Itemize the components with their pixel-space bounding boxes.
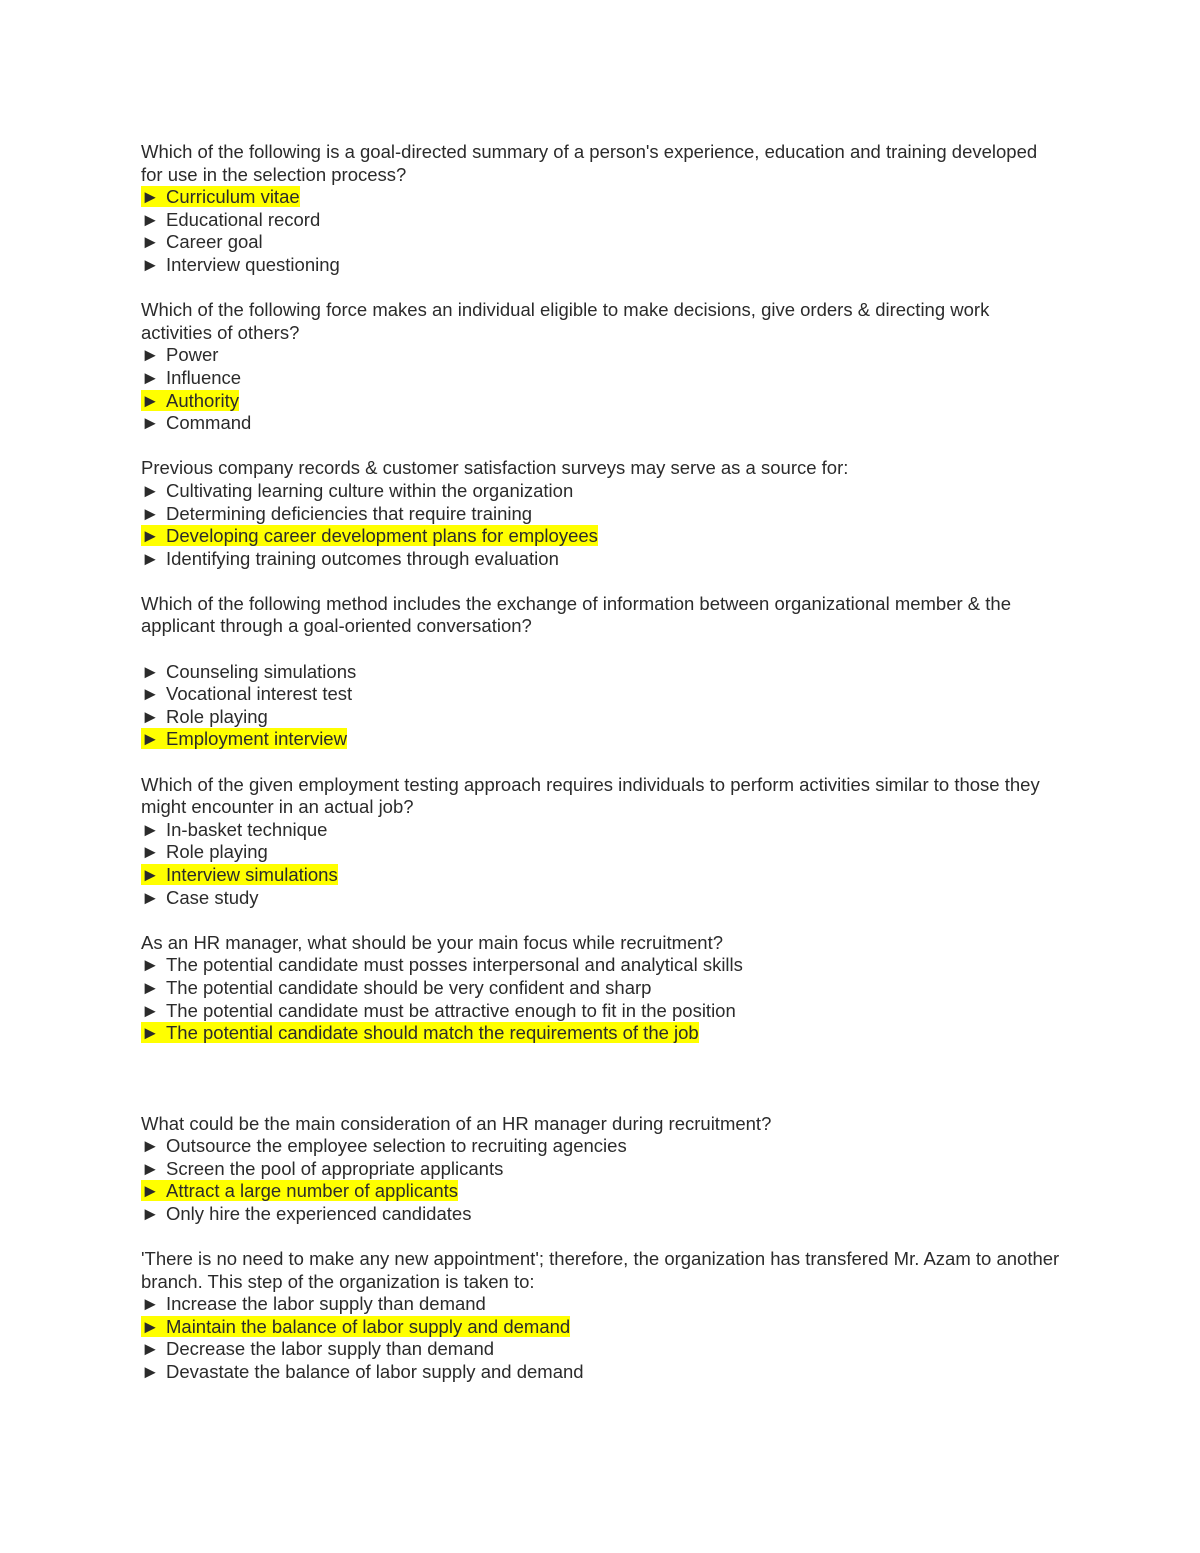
option [141,706,1061,729]
option-text: Influence [166,366,242,388]
option-text: Attract a large number of applicants [166,1180,459,1202]
question-3 [141,457,1061,570]
option-text: Maintain the balance of labor supply and demand [166,1315,571,1337]
option-correct [141,728,1061,751]
bullet-arrow-icon: ► [141,502,160,524]
option-list [141,1293,1061,1383]
option [141,954,1061,977]
option-text: Role playing [166,705,268,727]
bullet-arrow-icon: ► [141,728,160,750]
option-correct [141,390,1061,413]
option [141,977,1061,1000]
option-text: The potential candidate must posses interpersonal and analytical skills [166,954,743,976]
option-text: Interview questioning [166,253,340,275]
bullet-arrow-icon: ► [141,412,160,434]
bullet-arrow-icon: ► [141,683,160,705]
option [141,209,1061,232]
question-text: What could be the main consideration of an HR manager during recruitment? [141,1112,772,1134]
option-text: Case study [166,886,259,908]
question-8 [141,1248,1061,1384]
option [141,480,1061,503]
option-correct [141,1316,1061,1339]
option-text: Identifying training outcomes through evaluation [166,547,559,569]
option-text: Role playing [166,841,268,863]
option [141,661,1061,684]
bullet-arrow-icon: ► [141,1157,160,1179]
bullet-arrow-icon: ► [141,1180,160,1202]
option-text: Power [166,344,219,366]
bullet-arrow-icon: ► [141,660,160,682]
option [141,1158,1061,1181]
option-list [141,344,1061,434]
option [141,412,1061,435]
bullet-arrow-icon: ► [141,389,160,411]
bullet-arrow-icon: ► [141,976,160,998]
option-text: Employment interview [166,728,347,750]
bullet-arrow-icon: ► [141,1135,160,1157]
question-text: 'There is no need to make any new appointment'; therefore, the organization has transfered Mr. Azam to another branch. This step of the organization is taken to: [141,1248,1060,1292]
option-correct [141,186,1061,209]
option-text: Devastate the balance of labor supply and demand [166,1361,584,1383]
option-list [141,1135,1061,1225]
option [141,367,1061,390]
question-text: Which of the following force makes an individual eligible to make decisions, give orders & directing work activities of others? [141,299,990,343]
document-page [141,141,1061,1406]
option [141,683,1061,706]
option-text: Career goal [166,231,263,253]
question-5 [141,774,1061,910]
option-text: Educational record [166,208,321,230]
question-6 [141,932,1061,1045]
option-list [141,480,1061,570]
question-7 [141,1113,1061,1226]
bullet-arrow-icon: ► [141,864,160,885]
option-correct [141,1180,1061,1203]
option-text: In-basket technique [166,818,328,840]
option [141,231,1061,254]
option-correct [141,525,1061,548]
bullet-arrow-icon: ► [141,253,160,275]
option [141,503,1061,526]
option [141,1338,1061,1361]
bullet-arrow-icon: ► [141,1338,160,1360]
bullet-arrow-icon: ► [141,841,160,863]
bullet-arrow-icon: ► [141,1293,160,1315]
option-text: The potential candidate should match the requirements of the job [166,1022,699,1044]
question-text: Which of the given employment testing approach requires individuals to perform activities similar to those they might encounter in an actual job? [141,773,1040,818]
option-list [141,954,1061,1044]
bullet-arrow-icon: ► [141,525,160,547]
bullet-arrow-icon: ► [141,818,160,840]
question-1 [141,141,1061,277]
option-text: Vocational interest test [166,683,353,705]
bullet-arrow-icon: ► [141,886,160,908]
option [141,819,1061,842]
bullet-arrow-icon: ► [141,999,160,1021]
option-text: Outsource the employee selection to recruiting agencies [166,1135,627,1157]
bullet-arrow-icon: ► [141,1202,160,1224]
option [141,1361,1061,1384]
option-text: Increase the labor supply than demand [166,1293,486,1315]
option-list [141,661,1061,751]
option-text: The potential candidate should be very confident and sharp [166,976,652,998]
bullet-arrow-icon: ► [141,186,160,208]
option-text: Interview simulations [166,864,338,885]
option [141,887,1061,910]
option [141,1203,1061,1226]
option-text: Command [166,412,252,434]
bullet-arrow-icon: ► [141,208,160,230]
bullet-arrow-icon: ► [141,1315,160,1337]
bullet-arrow-icon: ► [141,344,160,366]
question-2 [141,299,1061,435]
option-text: Decrease the labor supply than demand [166,1338,495,1360]
bullet-arrow-icon: ► [141,1361,160,1383]
question-text: Which of the following is a goal-directed summary of a person's experience, education and training developed for use in the selection process? [141,141,1038,185]
option-text: Developing career development plans for employees [166,525,598,547]
option-text: Counseling simulations [166,660,357,682]
option [141,841,1061,864]
option [141,1135,1061,1158]
option-text: Screen the pool of appropriate applicants [166,1157,504,1179]
option-text: Curriculum vitae [166,186,300,208]
option [141,344,1061,367]
bullet-arrow-icon: ► [141,1022,160,1044]
option-text: Only hire the experienced candidates [166,1202,472,1224]
option [141,1000,1061,1023]
question-text: As an HR manager, what should be your main focus while recruitment? [141,931,724,953]
option-text: The potential candidate must be attractive enough to fit in the position [166,999,736,1021]
option [141,1293,1061,1316]
question-text: Previous company records & customer satisfaction surveys may serve as a source for: [141,457,849,479]
bullet-arrow-icon: ► [141,705,160,727]
bullet-arrow-icon: ► [141,479,160,501]
bullet-arrow-icon: ► [141,231,160,253]
option-list [141,819,1061,909]
option [141,548,1061,571]
question-4 [141,593,1061,751]
bullet-arrow-icon: ► [141,954,160,976]
bullet-arrow-icon: ► [141,366,160,388]
option-correct [141,1022,1061,1045]
option-text: Determining deficiencies that require training [166,502,533,524]
question-text: Which of the following method includes the exchange of information between organizational member & the applicant through a goal-oriented conversation? [141,592,1012,637]
bullet-arrow-icon: ► [141,547,160,569]
option-correct [141,864,1061,887]
option-text: Cultivating learning culture within the organization [166,479,574,501]
option-list [141,186,1061,276]
option-text: Authority [166,389,240,411]
option [141,254,1061,277]
